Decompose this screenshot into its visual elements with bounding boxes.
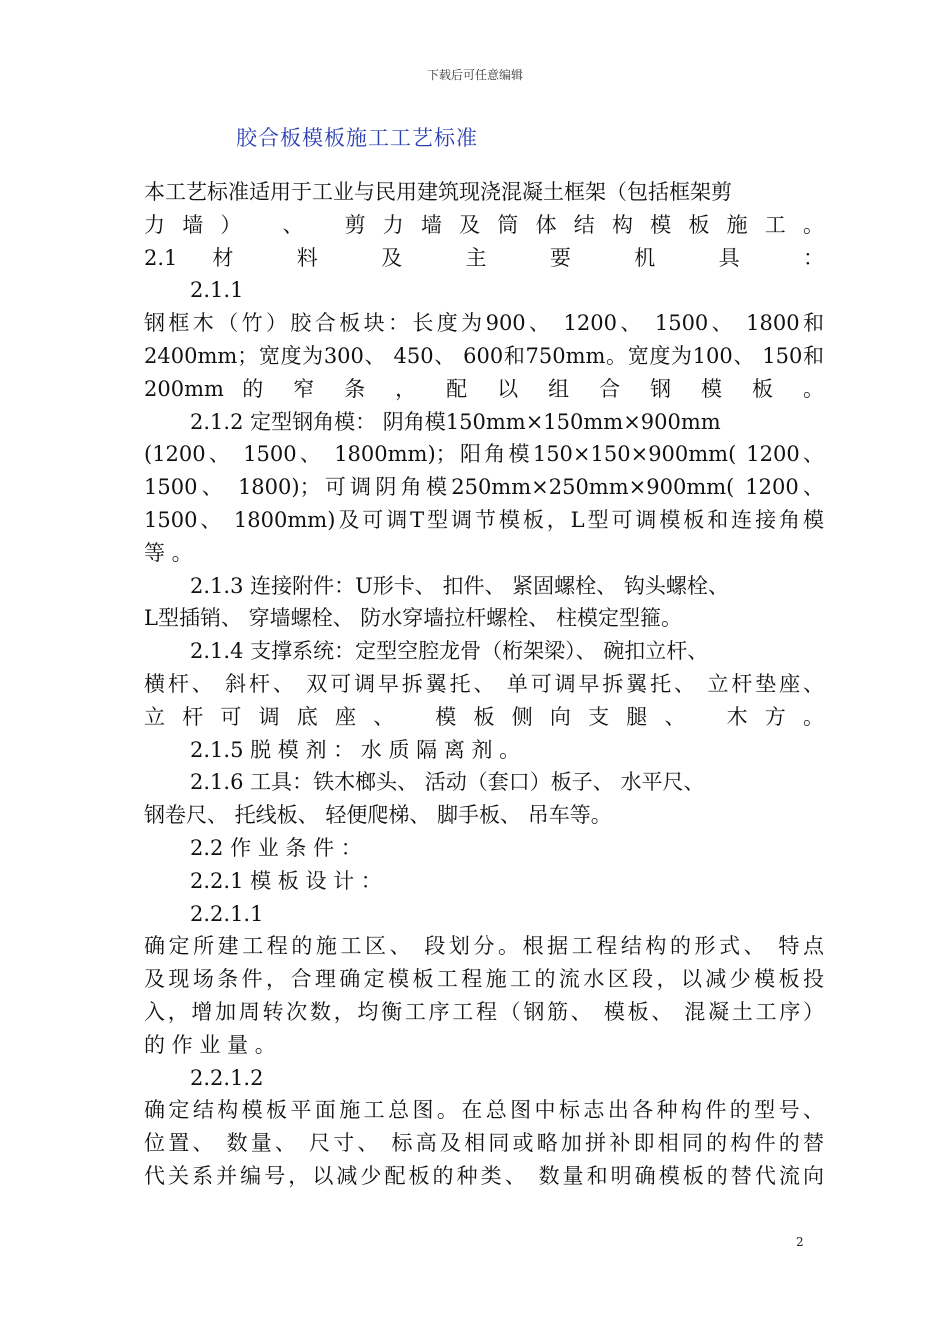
text-line: 2.1.4 支撑系统：定型空腔龙骨（桁架梁）、 碗扣立杆、 (190, 639, 709, 664)
text-line: 1500、 1800mm)及可调T型调节模板，L型可调模板和连接角模 (144, 507, 824, 532)
page-number: 2 (796, 1235, 804, 1249)
document-title: 胶合板模板施工工艺标准 (236, 126, 478, 150)
text-line: 2.2.1.1 (190, 901, 264, 926)
text-line: 力墙） 、 剪力墙及筒体结构模板施工。 (144, 212, 824, 237)
text-line: 本工艺标准适用于工业与民用建筑现浇混凝土框架（包括框架剪 (144, 180, 732, 204)
text-line: 200mm 的 窄 条 ， 配 以 组 合 钢 模 板 。 (144, 376, 824, 401)
text-line: 入，增加周转次数，均衡工序工程（钢筋、 模板、 混凝土工序） (144, 999, 824, 1024)
text-line: 横杆、 斜杆、 双可调早拆翼托、 单可调早拆翼托、 立杆垫座、 (144, 671, 824, 696)
text-line: 位置、 数量、 尺寸、 标高及相同或略加拼补即相同的构件的替 (144, 1131, 824, 1156)
text-line: 2.1.6 工具：铁木榔头、 活动（套口）板子、 水平尺、 (190, 770, 705, 795)
text-line: 确定所建工程的施工区、 段划分。根据工程结构的形式、 特点 (144, 934, 824, 959)
page-header: 下载后可任意编辑 (426, 68, 523, 82)
text-line: 2.1.5 脱 模 剂 ： 水 质 隔 离 剂 。 (190, 737, 521, 762)
text-line: 2.2.1 模 板 设 计 ： (190, 868, 382, 893)
text-line: 2.1.2 定型钢角模： 阴角模150mm×150mm×900mm (190, 409, 721, 434)
text-line: L型插销、 穿墙螺栓、 防水穿墙拉杆螺栓、 柱模定型箍。 (144, 606, 682, 631)
text-line: (1200、 1500、 1800mm)；阳角模150×150×900mm( 1200、 (144, 442, 824, 467)
text-line: 2.2 作 业 条 件 ： (190, 835, 362, 860)
text-line: 1500、 1800)；可调阴角模250mm×250mm×900mm( 1200、 (144, 475, 824, 500)
text-line: 2.2.1.2 (190, 1065, 264, 1090)
text-line: 2.1 材 料 及 主 要 机 具 ： (144, 245, 824, 270)
text-line: 代关系并编号，以减少配板的种类、 数量和明确模板的替代流向 (144, 1163, 824, 1188)
text-line: 2.1.3 连接附件：U形卡、 扣件、 紧固螺栓、 钩头螺栓、 (190, 573, 729, 598)
text-line: 的 作 业 量 。 (144, 1032, 276, 1057)
text-line: 2.1.1 (190, 278, 244, 303)
body-text (144, 176, 824, 1193)
text-line: 等 。 (144, 540, 193, 565)
text-line: 2400mm；宽度为300、 450、 600和750mm。宽度为100、 150和 (144, 343, 824, 368)
text-line: 及现场条件，合理确定模板工程施工的流水区段，以减少模板投 (144, 967, 824, 992)
text-line: 确定结构模板平面施工总图。在总图中标志出各种构件的型号、 (144, 1098, 824, 1123)
text-line: 立杆可调底座、 模板侧向支腿、 木方。 (144, 704, 824, 729)
text-line: 钢框木（竹）胶合板块：长度为900、 1200、 1500、 1800和 (144, 311, 824, 336)
text-line: 钢卷尺、 托线板、 轻便爬梯、 脚手板、 吊车等。 (144, 803, 612, 828)
